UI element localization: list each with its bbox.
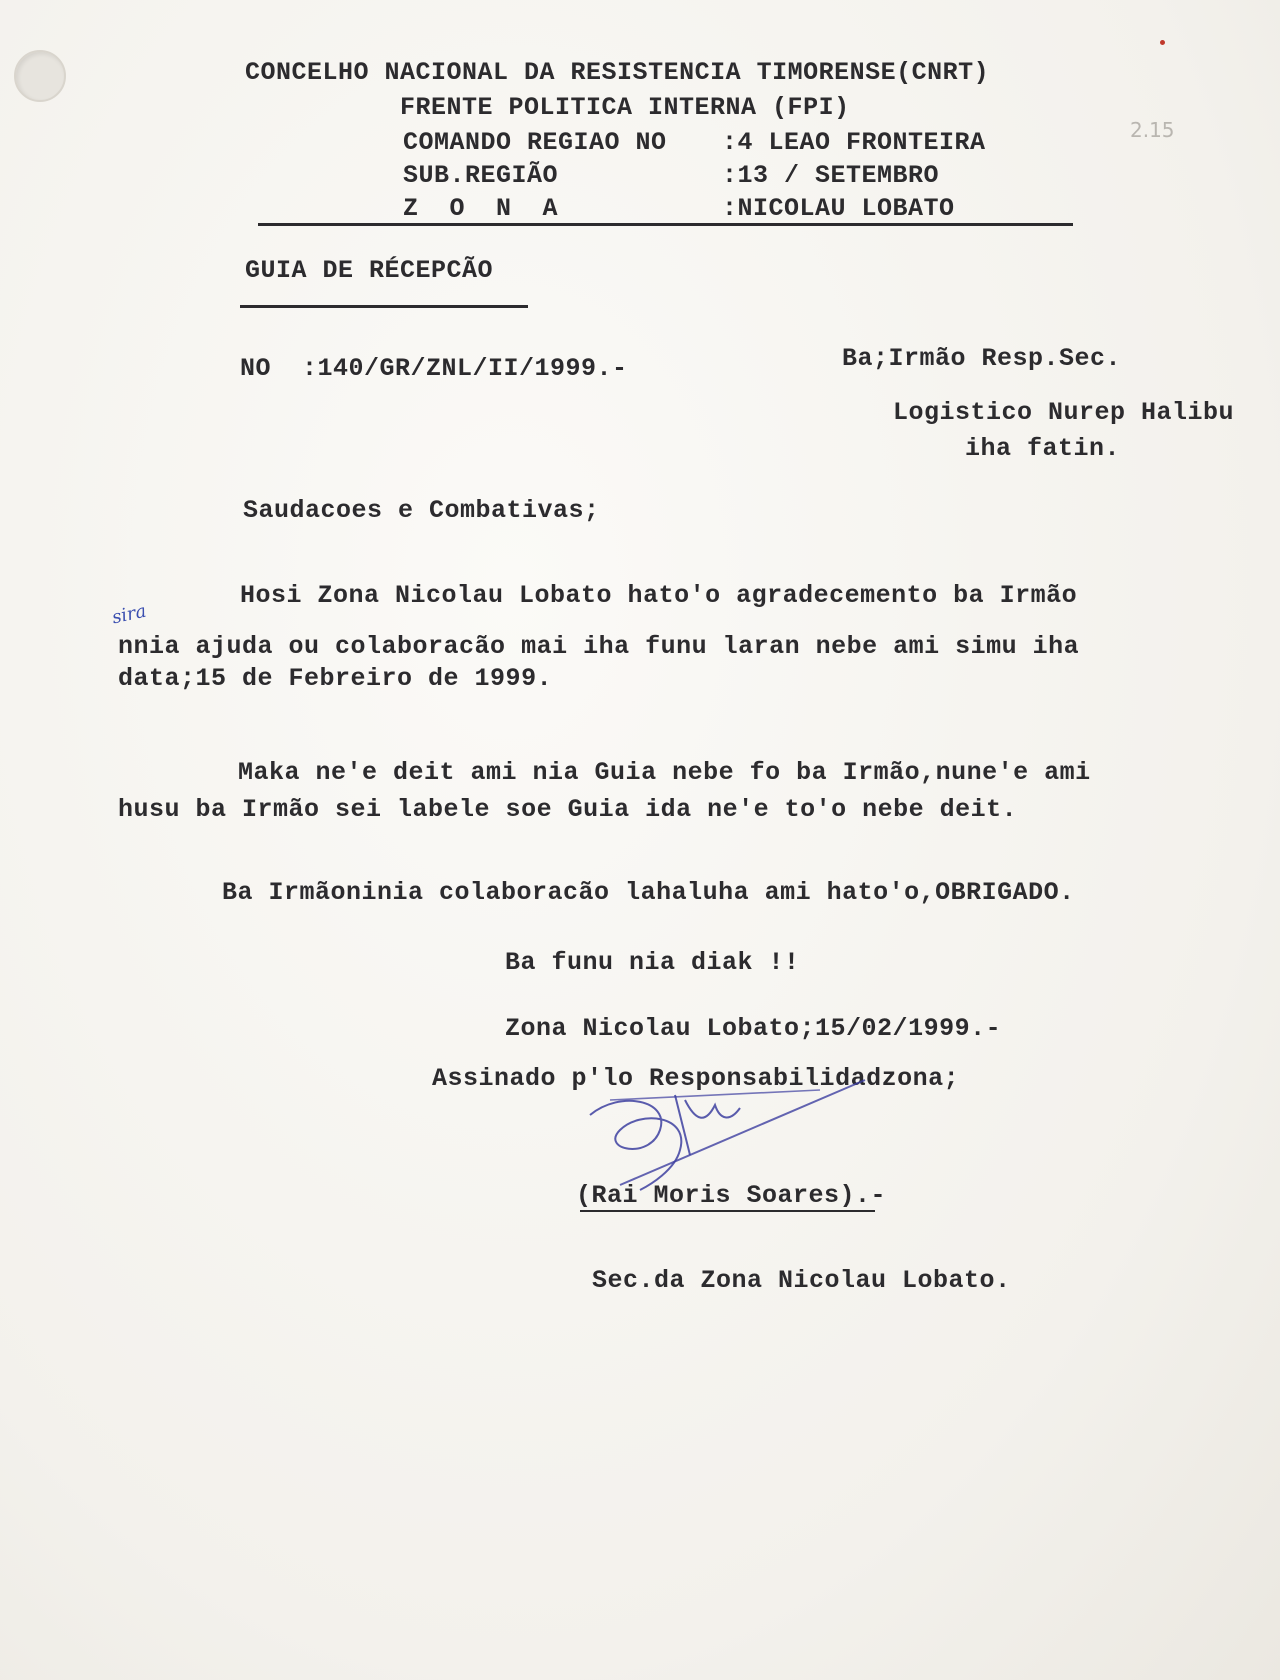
punch-hole [14,50,66,102]
body-p3: Ba Irmãoninia colaboracão lahaluha ami hato'o,OBRIGADO. [222,878,1075,907]
header-zona-value: :NICOLAU LOBATO [722,194,955,223]
signatory-title: Sec.da Zona Nicolau Lobato. [592,1266,1011,1295]
body-p1-line3: data;15 de Febreiro de 1999. [118,664,553,693]
addressee-line3: iha fatin. [965,434,1121,463]
signed-by-line: Assinado p'lo Responsabilidadzona; [432,1064,960,1093]
header-zona-label: Z O N A [403,194,559,223]
place-date: Zona Nicolau Lobato;15/02/1999.- [505,1014,1002,1043]
header-comando-label: COMANDO REGIAO NO [403,128,667,157]
addressee-line2: Logistico Nurep Halibu [893,398,1235,427]
reference-number: NO :140/GR/ZNL/II/1999.- [240,354,628,383]
title-rule [240,305,528,308]
doc-title: GUIA DE RÉCEPCÃO [245,256,494,285]
handwritten-signature [580,1060,880,1200]
header-org-name: CONCELHO NACIONAL DA RESISTENCIA TIMORENSE(CNRT) [245,58,990,87]
addressee-line1: Ba;Irmão Resp.Sec. [842,344,1122,373]
header-subregiao-label: SUB.REGIÃO [403,161,559,190]
header-rule [258,223,1073,226]
signatory-underline [580,1210,875,1212]
body-p2-line1: Maka ne'e deit ami nia Guia nebe fo ba Irmão,nune'e ami [238,758,1091,787]
body-p1-line1: Hosi Zona Nicolau Lobato hato'o agradecemento ba Irmão [240,581,1078,610]
body-p2-line2: husu ba Irmão sei labele soe Guia ida ne'e to'o nebe deit. [118,795,1018,824]
header-front-name: FRENTE POLITICA INTERNA (FPI) [400,93,850,122]
body-p1-line2: nnia ajuda ou colaboracão mai iha funu laran nebe ami simu iha [118,632,1080,661]
header-comando-value: :4 LEAO FRONTEIRA [722,128,986,157]
pencil-note: 2.15 [1130,118,1175,142]
handwritten-annotation: sira [110,600,149,629]
closing-slogan: Ba funu nia diak !! [505,948,800,977]
header-subregiao-value: :13 / SETEMBRO [722,161,940,190]
red-ink-dot [1160,40,1165,45]
signatory-name: (Rai Moris Soares).- [576,1181,887,1210]
greeting: Saudacoes e Combativas; [243,496,600,525]
